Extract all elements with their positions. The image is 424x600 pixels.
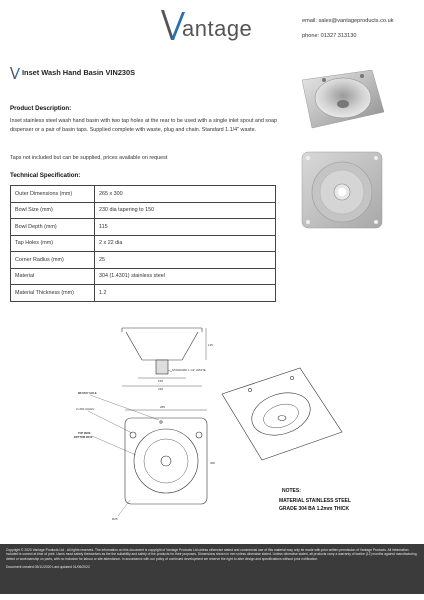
spec-value: 1.2 (95, 285, 276, 302)
spec-row (11, 285, 276, 302)
page-header (0, 0, 424, 52)
spec-label: Material Thickness (mm) (11, 285, 95, 302)
v-small-icon (10, 66, 20, 80)
notes-line-2: GRADE 304 BA 1.2mm THICK (279, 506, 350, 512)
spec-label: Bowl Size (mm) (11, 202, 95, 219)
page-footer (0, 544, 424, 594)
plan-height-dim: 300 (210, 461, 216, 465)
description-text: Inset stainless steel wash hand basin with two tap holes at the rear to be used with a single inlet spout and soap dispenser or a pair of basin taps. Supplied complete with waste, plug and chain. Standard 1.1/4" waste. (10, 118, 277, 134)
top-dia-label: TOP Ø230 (78, 432, 91, 435)
spec-label: Tap Holes (mm) (11, 235, 95, 252)
basin-photo-angle (296, 66, 386, 130)
spec-row (11, 202, 276, 219)
description-note: Taps not included but can be supplied, prices available on request (10, 155, 168, 161)
spec-table (10, 185, 276, 302)
spec-label: Bowl Depth (mm) (11, 219, 95, 236)
spec-row (11, 235, 276, 252)
plan-width-dim: 265 (160, 405, 166, 409)
side-bowl-dim: 230 (158, 387, 164, 391)
footer-doc-dates: Document created 05/11/2020 Last updated 01/06/2022 (6, 565, 90, 570)
notes-heading: NOTES: (282, 488, 301, 494)
spec-label: Outer Dimensions (mm) (11, 186, 95, 203)
brand-name: antage (182, 16, 253, 41)
side-outlet-dim: 150 (158, 379, 164, 383)
spec-value: 25 (95, 252, 276, 269)
tap-holes-label: 2x Ø22 HOLES (76, 408, 94, 411)
overflow-label: Ø8 STAY HOLE (78, 392, 97, 395)
vantage-logo (160, 8, 270, 44)
spec-value: 115 (95, 219, 276, 236)
spec-label: Corner Radius (mm) (11, 252, 95, 269)
spec-value: 2 x 22 dia (95, 235, 276, 252)
contact-info (302, 14, 394, 44)
product-title: Inset Wash Hand Basin VIN230S (22, 68, 136, 77)
spec-row (11, 219, 276, 236)
bottom-dia-label: BOTTOM Ø150 (74, 436, 93, 439)
contact-phone[interactable]: phone: 01327 313130 (302, 33, 357, 39)
spec-row (11, 252, 276, 269)
footer-copyright: Copyright © 2020 Vantage Products Ltd - All rights reserved. The information on this document is copyright of Vantage Products Ltd unless otherwise stated and commercial use of this material may only be made with prior written permission of Vantage Products. All information included is correct at time of print. Users must satisfy themselves as the the suitability and safety of the products for their purposes. Dimensions shown in mm unless otherwise stated. Unless otherwise stated, all products carry a warranty of twelve (12) months against manufacturing defect or workmanship on parts, with no inclusion for labour or site attendance. In accordance with our policy of continued development we reserve the right to alter design and specifications without prior notification. (6, 548, 417, 561)
side-depth-dim: 115 (208, 343, 213, 347)
spec-value: 230 dia tapering to 150 (95, 202, 276, 219)
side-section-view (122, 328, 206, 386)
spec-value: 304 (1.4301) stainless steel (95, 268, 276, 285)
spec-heading: Technical Specification: (10, 172, 81, 179)
spec-row (11, 268, 276, 285)
radius-label: R25 (112, 517, 118, 521)
waste-label: STANDARD 1 1/4" WASTE (172, 368, 206, 372)
spec-row (11, 186, 276, 203)
spec-label: Material (11, 268, 95, 285)
spec-value: 265 x 300 (95, 186, 276, 203)
notes-line-1: MATERIAL STAINLESS STEEL (279, 498, 351, 504)
description-heading: Product Description: (10, 105, 72, 112)
plan-view (88, 395, 207, 516)
contact-email[interactable]: email: sales@vantageproducts.co.uk (302, 18, 394, 24)
technical-drawing (0, 310, 424, 540)
basin-photo-underside (300, 150, 384, 230)
isometric-view (222, 368, 342, 460)
